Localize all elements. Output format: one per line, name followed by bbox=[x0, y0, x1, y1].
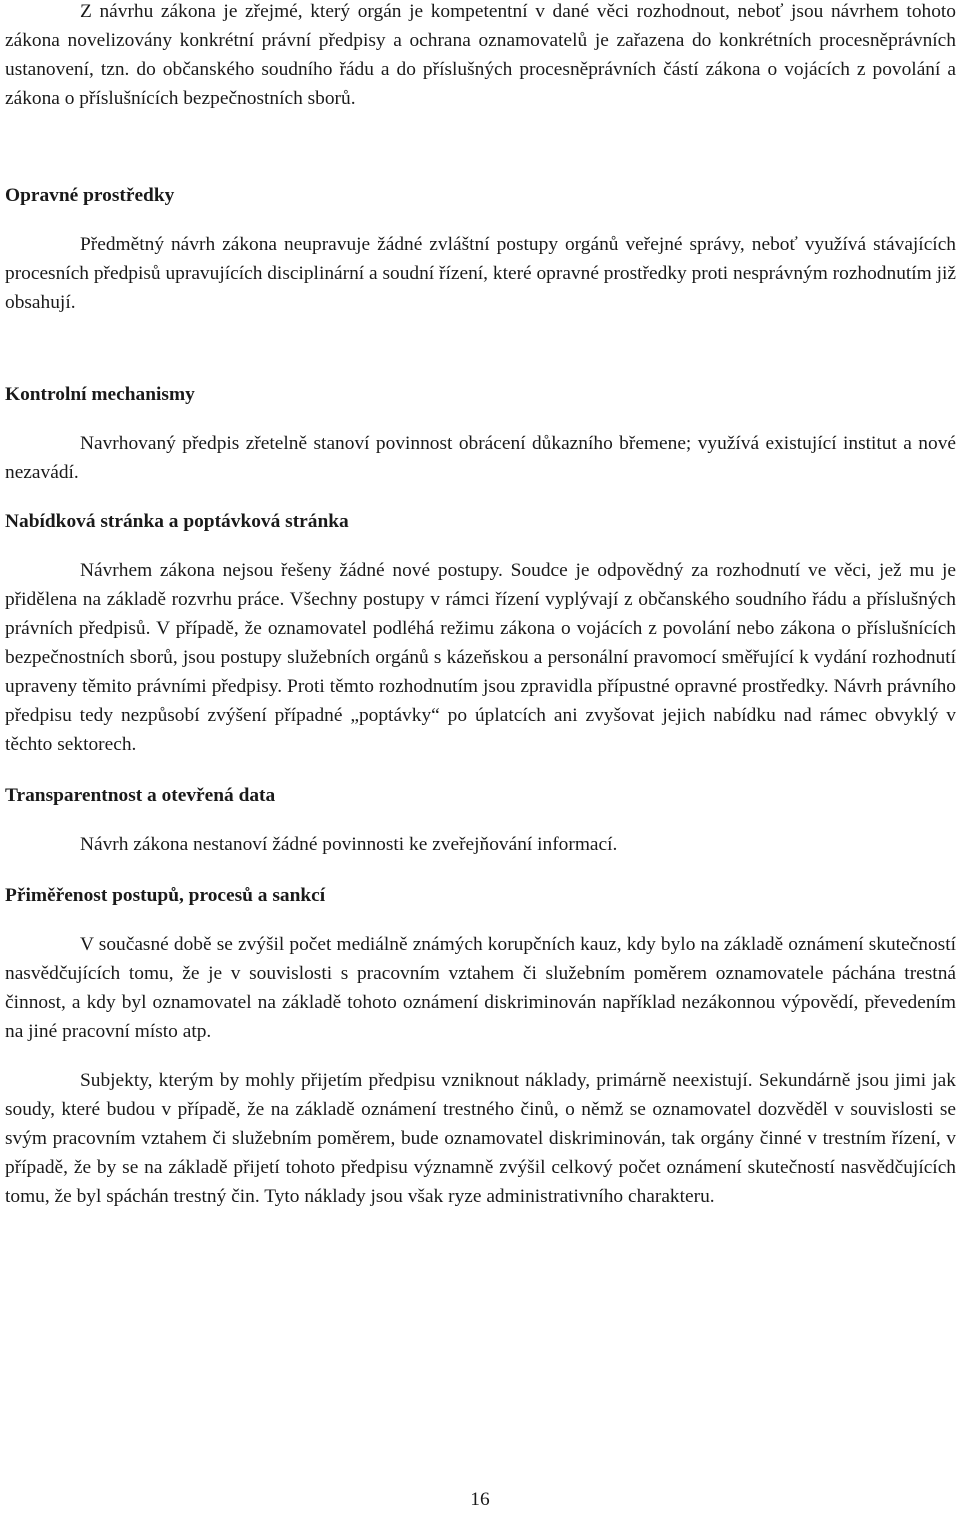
section-paragraph-primerenost-1: V současné době se zvýšil počet mediálně známých korupčních kauz, kdy bylo na základě oznámení skutečností nasvědčujících tomu, že je v souvislosti s pracovním vztahem či služebním poměrem oznamovatele páchána trestná činnost, a kdy byl oznamovatel na základě tohoto oznámení diskriminován například nezákonnou výpovědí, převedením na jiné pracovní místo atp. bbox=[5, 934, 956, 1042]
section-paragraph-kontrolni-mechanismy: Navrhovaný předpis zřetelně stanoví povinnost obrácení důkazního břemene; využívá existující institut a nové nezavádí. bbox=[5, 433, 956, 483]
page-number: 16 bbox=[470, 1489, 490, 1510]
section-paragraph-transparentnost: Návrh zákona nestanoví žádné povinnosti ke zveřejňování informací. bbox=[80, 834, 618, 855]
section-heading-primerenost: Přiměřenost postupů, procesů a sankcí bbox=[5, 885, 326, 906]
section-heading-opravne-prostredky: Opravné prostředky bbox=[5, 185, 175, 206]
section-heading-nabidkova-stranka: Nabídková stránka a poptávková stránka bbox=[5, 511, 349, 532]
section-heading-transparentnost: Transparentnost a otevřená data bbox=[5, 785, 276, 806]
intro-paragraph: Z návrhu zákona je zřejmé, který orgán je kompetentní v dané věci rozhodnout, neboť jsou návrhem tohoto zákona novelizovány konkrétní právní předpisy a ochrana oznamovatelů je zařazena do konkrétních procesněprávních ustanovení, tzn. do občanského soudního řádu a do příslušných procesněprávních částí zákona o vojácích z povolání a zákona o příslušnících bezpečnostních sborů. bbox=[5, 1, 956, 109]
section-paragraph-opravne-prostredky: Předmětný návrh zákona neupravuje žádné zvláštní postupy orgánů veřejné správy, neboť využívá stávajících procesních předpisů upravujících disciplinární a soudní řízení, které opravné prostředky proti nesprávným rozhodnutím již obsahují. bbox=[5, 234, 956, 313]
section-paragraph-nabidkova-stranka: Návrhem zákona nejsou řešeny žádné nové postupy. Soudce je odpovědný za rozhodnutí ve věci, jež mu je přidělena na základě rozvrhu práce. Všechny postupy v rámci řízení vyplývají z občanského soudního řádu a příslušných právních předpisů. V případě, že oznamovatel podléhá režimu zákona o vojácích z povolání nebo zákona o příslušnících bezpečnostních sborů, jsou postupy služebních orgánů s kázeňskou a personální pravomocí směřující k vydání rozhodnutí upraveny těmito právními předpisy. Proti těmto rozhodnutím jsou zpravidla přípustné opravné prostředky. Návrh právního předpisu tedy nezpůsobí zvýšení případné „poptávky“ po úplatcích ani zvyšovat jejich nabídku nad rámec obvyklý v těchto sektorech. bbox=[5, 560, 956, 755]
section-paragraph-primerenost-2: Subjekty, kterým by mohly přijetím předpisu vzniknout náklady, primárně neexistují. Sekundárně jsou jimi jak soudy, které budou v případě, že na základě oznámení trestného činů, o němž se oznamovatel dozvěděl v souvislosti se svým pracovním vztahem či služebním poměrem, bude oznamovatel diskriminován, tak orgány činné v trestním řízení, v případě, že by se na základě přijetí tohoto předpisu významně zvýšil celkový počet oznámení skutečností nasvědčujících tomu, že byl spáchán trestný čin. Tyto náklady jsou však ryze administrativního charakteru. bbox=[5, 1070, 956, 1207]
section-heading-kontrolni-mechanismy: Kontrolní mechanismy bbox=[5, 384, 195, 405]
